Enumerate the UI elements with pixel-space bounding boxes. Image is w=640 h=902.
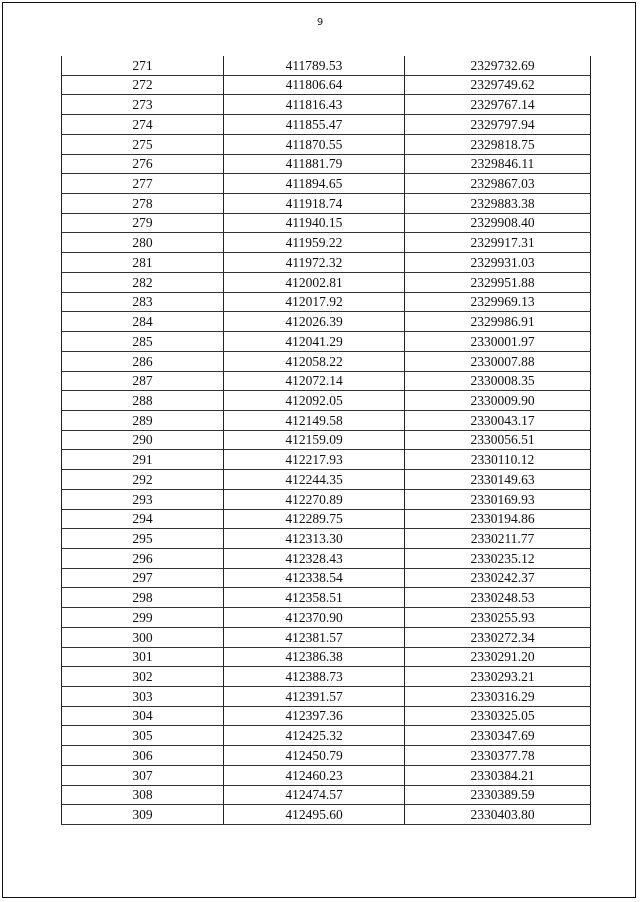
point-number-cell: 283 — [62, 292, 224, 312]
x-coordinate-cell: 411959.22 — [224, 233, 405, 253]
x-coordinate-cell: 412460.23 — [224, 765, 405, 785]
y-coordinate-cell: 2330194.86 — [405, 509, 591, 529]
table-row — [62, 410, 591, 430]
table-row — [62, 371, 591, 391]
table-row — [62, 746, 591, 766]
y-coordinate-cell: 2330384.21 — [405, 765, 591, 785]
y-coordinate-cell: 2330377.78 — [405, 746, 591, 766]
x-coordinate-cell: 412217.93 — [224, 450, 405, 470]
table-row — [62, 233, 591, 253]
table-row — [62, 765, 591, 785]
x-coordinate-cell: 412391.57 — [224, 687, 405, 707]
x-coordinate-cell: 411972.32 — [224, 253, 405, 273]
y-coordinate-cell: 2329969.13 — [405, 292, 591, 312]
y-coordinate-cell: 2330293.21 — [405, 667, 591, 687]
y-coordinate-cell: 2329908.40 — [405, 213, 591, 233]
table-row — [62, 588, 591, 608]
y-coordinate-cell: 2330389.59 — [405, 785, 591, 805]
x-coordinate-cell: 412149.58 — [224, 410, 405, 430]
table-row — [62, 213, 591, 233]
y-coordinate-cell: 2330255.93 — [405, 608, 591, 628]
point-number-cell: 286 — [62, 351, 224, 371]
point-number-cell: 287 — [62, 371, 224, 391]
point-number-cell: 278 — [62, 194, 224, 214]
table-row — [62, 667, 591, 687]
coordinates-table-body — [62, 56, 591, 825]
x-coordinate-cell: 412058.22 — [224, 351, 405, 371]
point-number-cell: 290 — [62, 430, 224, 450]
table-row — [62, 154, 591, 174]
y-coordinate-cell: 2330235.12 — [405, 548, 591, 568]
table-row — [62, 509, 591, 529]
x-coordinate-cell: 412092.05 — [224, 391, 405, 411]
table-row — [62, 351, 591, 371]
x-coordinate-cell: 412328.43 — [224, 548, 405, 568]
y-coordinate-cell: 2330001.97 — [405, 332, 591, 352]
x-coordinate-cell: 411894.65 — [224, 174, 405, 194]
x-coordinate-cell: 411940.15 — [224, 213, 405, 233]
table-row — [62, 785, 591, 805]
point-number-cell: 284 — [62, 312, 224, 332]
point-number-cell: 272 — [62, 75, 224, 95]
table-row — [62, 608, 591, 628]
y-coordinate-cell: 2330291.20 — [405, 647, 591, 667]
y-coordinate-cell: 2329867.03 — [405, 174, 591, 194]
point-number-cell: 289 — [62, 410, 224, 430]
y-coordinate-cell: 2330325.05 — [405, 706, 591, 726]
y-coordinate-cell: 2330403.80 — [405, 805, 591, 825]
y-coordinate-cell: 2330272.34 — [405, 627, 591, 647]
x-coordinate-cell: 412026.39 — [224, 312, 405, 332]
y-coordinate-cell: 2329917.31 — [405, 233, 591, 253]
table-row — [62, 115, 591, 135]
y-coordinate-cell: 2330169.93 — [405, 489, 591, 509]
point-number-cell: 307 — [62, 765, 224, 785]
table-row — [62, 312, 591, 332]
table-row — [62, 332, 591, 352]
point-number-cell: 294 — [62, 509, 224, 529]
table-row — [62, 272, 591, 292]
x-coordinate-cell: 412450.79 — [224, 746, 405, 766]
point-number-cell: 288 — [62, 391, 224, 411]
y-coordinate-cell: 2330110.12 — [405, 450, 591, 470]
y-coordinate-cell: 2329797.94 — [405, 115, 591, 135]
point-number-cell: 305 — [62, 726, 224, 746]
point-number-cell: 299 — [62, 608, 224, 628]
x-coordinate-cell: 412002.81 — [224, 272, 405, 292]
point-number-cell: 280 — [62, 233, 224, 253]
point-number-cell: 282 — [62, 272, 224, 292]
table-row — [62, 489, 591, 509]
y-coordinate-cell: 2330149.63 — [405, 470, 591, 490]
x-coordinate-cell: 412338.54 — [224, 568, 405, 588]
x-coordinate-cell: 411816.43 — [224, 95, 405, 115]
table-row — [62, 627, 591, 647]
y-coordinate-cell: 2329749.62 — [405, 75, 591, 95]
y-coordinate-cell: 2329931.03 — [405, 253, 591, 273]
y-coordinate-cell: 2329732.69 — [405, 56, 591, 75]
x-coordinate-cell: 411918.74 — [224, 194, 405, 214]
point-number-cell: 285 — [62, 332, 224, 352]
point-number-cell: 296 — [62, 548, 224, 568]
x-coordinate-cell: 412474.57 — [224, 785, 405, 805]
x-coordinate-cell: 412425.32 — [224, 726, 405, 746]
y-coordinate-cell: 2330007.88 — [405, 351, 591, 371]
table-row — [62, 726, 591, 746]
point-number-cell: 309 — [62, 805, 224, 825]
point-number-cell: 271 — [62, 56, 224, 75]
point-number-cell: 304 — [62, 706, 224, 726]
table-row — [62, 687, 591, 707]
point-number-cell: 301 — [62, 647, 224, 667]
x-coordinate-cell: 412270.89 — [224, 489, 405, 509]
coordinates-table — [61, 56, 591, 825]
y-coordinate-cell: 2330056.51 — [405, 430, 591, 450]
y-coordinate-cell: 2329846.11 — [405, 154, 591, 174]
x-coordinate-cell: 412041.29 — [224, 332, 405, 352]
table-row — [62, 194, 591, 214]
x-coordinate-cell: 412072.14 — [224, 371, 405, 391]
point-number-cell: 297 — [62, 568, 224, 588]
y-coordinate-cell: 2329986.91 — [405, 312, 591, 332]
x-coordinate-cell: 412381.57 — [224, 627, 405, 647]
x-coordinate-cell: 412495.60 — [224, 805, 405, 825]
y-coordinate-cell: 2330008.35 — [405, 371, 591, 391]
table-row — [62, 430, 591, 450]
table-row — [62, 706, 591, 726]
x-coordinate-cell: 411870.55 — [224, 134, 405, 154]
y-coordinate-cell: 2330009.90 — [405, 391, 591, 411]
point-number-cell: 273 — [62, 95, 224, 115]
x-coordinate-cell: 412159.09 — [224, 430, 405, 450]
y-coordinate-cell: 2330248.53 — [405, 588, 591, 608]
x-coordinate-cell: 412388.73 — [224, 667, 405, 687]
point-number-cell: 275 — [62, 134, 224, 154]
x-coordinate-cell: 412244.35 — [224, 470, 405, 490]
x-coordinate-cell: 411789.53 — [224, 56, 405, 75]
point-number-cell: 300 — [62, 627, 224, 647]
table-row — [62, 174, 591, 194]
point-number-cell: 277 — [62, 174, 224, 194]
point-number-cell: 293 — [62, 489, 224, 509]
point-number-cell: 276 — [62, 154, 224, 174]
x-coordinate-cell: 412370.90 — [224, 608, 405, 628]
x-coordinate-cell: 411806.64 — [224, 75, 405, 95]
table-row — [62, 568, 591, 588]
x-coordinate-cell: 412397.36 — [224, 706, 405, 726]
y-coordinate-cell: 2329951.88 — [405, 272, 591, 292]
y-coordinate-cell: 2330347.69 — [405, 726, 591, 746]
table-row — [62, 529, 591, 549]
table-row — [62, 450, 591, 470]
x-coordinate-cell: 412313.30 — [224, 529, 405, 549]
point-number-cell: 274 — [62, 115, 224, 135]
point-number-cell: 279 — [62, 213, 224, 233]
y-coordinate-cell: 2329767.14 — [405, 95, 591, 115]
table-row — [62, 805, 591, 825]
table-row — [62, 95, 591, 115]
point-number-cell: 281 — [62, 253, 224, 273]
point-number-cell: 298 — [62, 588, 224, 608]
y-coordinate-cell: 2330316.29 — [405, 687, 591, 707]
point-number-cell: 302 — [62, 667, 224, 687]
x-coordinate-cell: 412017.92 — [224, 292, 405, 312]
y-coordinate-cell: 2330242.37 — [405, 568, 591, 588]
table-row — [62, 253, 591, 273]
x-coordinate-cell: 411881.79 — [224, 154, 405, 174]
y-coordinate-cell: 2329883.38 — [405, 194, 591, 214]
table-row — [62, 75, 591, 95]
table-row — [62, 56, 591, 75]
point-number-cell: 292 — [62, 470, 224, 490]
table-row — [62, 647, 591, 667]
table-row — [62, 548, 591, 568]
x-coordinate-cell: 412386.38 — [224, 647, 405, 667]
point-number-cell: 308 — [62, 785, 224, 805]
point-number-cell: 306 — [62, 746, 224, 766]
y-coordinate-cell: 2330043.17 — [405, 410, 591, 430]
y-coordinate-cell: 2330211.77 — [405, 529, 591, 549]
x-coordinate-cell: 411855.47 — [224, 115, 405, 135]
point-number-cell: 295 — [62, 529, 224, 549]
x-coordinate-cell: 412358.51 — [224, 588, 405, 608]
table-row — [62, 134, 591, 154]
x-coordinate-cell: 412289.75 — [224, 509, 405, 529]
y-coordinate-cell: 2329818.75 — [405, 134, 591, 154]
table-row — [62, 470, 591, 490]
table-row — [62, 391, 591, 411]
point-number-cell: 291 — [62, 450, 224, 470]
table-row — [62, 292, 591, 312]
point-number-cell: 303 — [62, 687, 224, 707]
page-number: 9 — [316, 17, 324, 28]
